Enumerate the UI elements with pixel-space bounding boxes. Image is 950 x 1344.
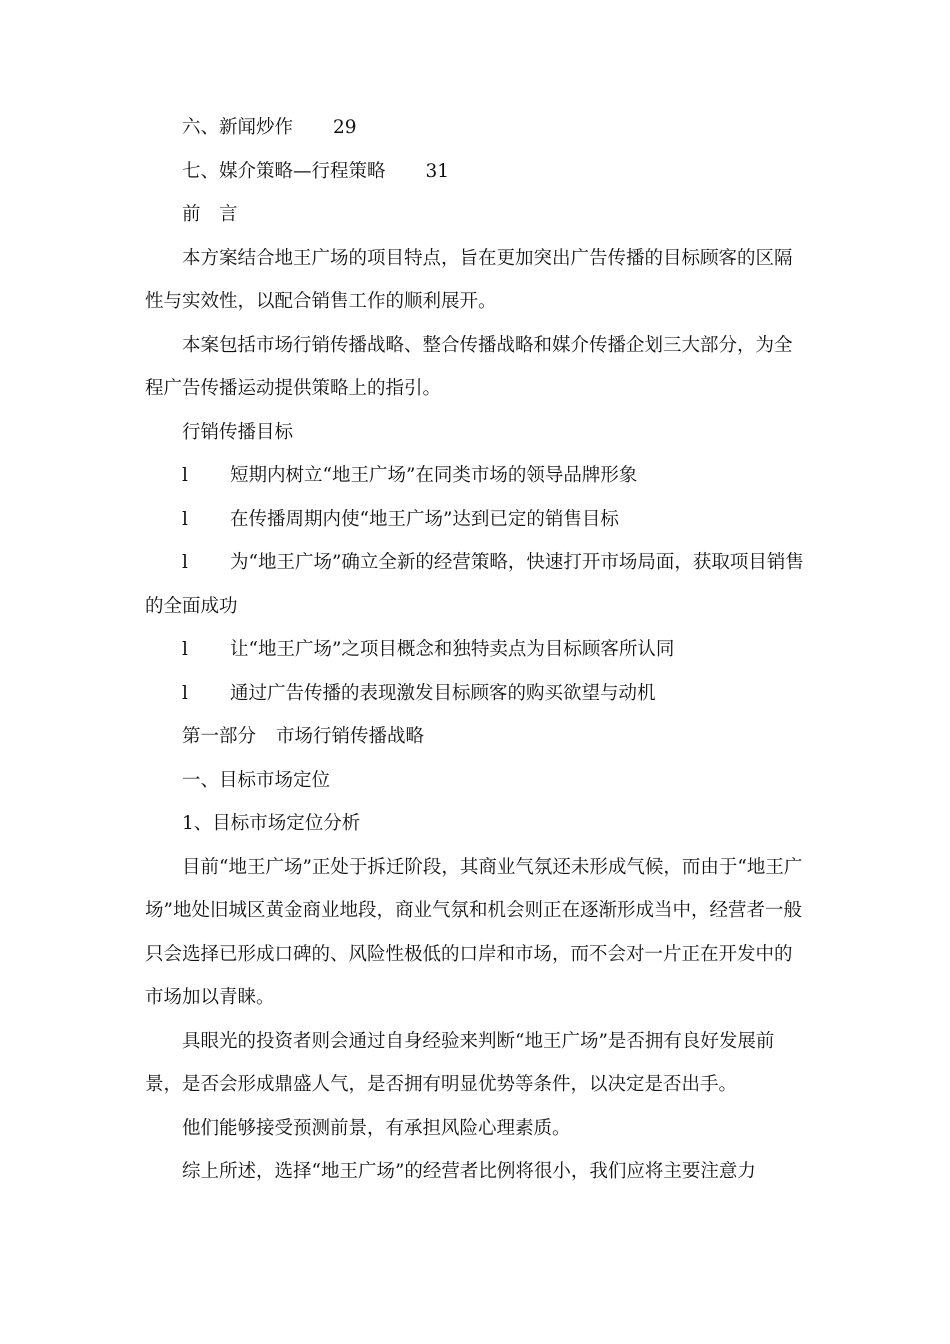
body-paragraph: 综上所述，选择“地王广场”的经营者比例将很小，我们应将主要注意力 xyxy=(182,1161,756,1182)
toc-entry xyxy=(145,106,805,150)
bullet-mark: l xyxy=(182,639,188,660)
goal-text: 在传播周期内使“地王广场”达到已定的销售目标 xyxy=(230,508,619,530)
bullet-mark: l xyxy=(182,682,188,704)
document-page xyxy=(145,106,805,1194)
section-title: 一、目标市场定位 xyxy=(182,769,331,791)
body-paragraph: 他们能够接受预测前景，有承担风险心理素质。 xyxy=(182,1117,571,1139)
goal-text: 让“地王广场”之项目概念和独特卖点为目标顾客所认同 xyxy=(230,639,675,660)
preface-paragraph: 本案包括市场行销传播战略、整合传播战略和媒介传播企划三大部分，为全程广告传播运动提供策略上的指引。 xyxy=(145,334,793,399)
subsection-title: 1、目标市场定位分析 xyxy=(182,813,361,834)
goal-text: 短期内树立“地王广场”在同类市场的领导品牌形象 xyxy=(230,465,638,486)
toc-page-number: 31 xyxy=(425,160,450,182)
goal-item xyxy=(145,454,805,498)
bullet-mark: l xyxy=(182,552,188,573)
toc-entry xyxy=(145,150,805,194)
part-label: 第一部分 xyxy=(182,726,257,747)
body-paragraph: 具眼光的投资者则会通过自身经验来判断“地王广场”是否拥有良好发展前景，是否会形成鼎盛人气，是否拥有明显优势等条件，以决定是否出手。 xyxy=(145,1030,775,1095)
goal-item xyxy=(145,672,805,716)
goals-title: 行销传播目标 xyxy=(182,421,294,443)
bullet-mark: l xyxy=(182,508,188,530)
toc-label: 七、媒介策略—行程策略 xyxy=(182,160,386,182)
toc-label: 六、新闻炒作 xyxy=(182,117,294,138)
body-paragraph: 目前“地王广场”正处于拆迁阶段，其商业气氛还未形成气候，而由于“地王广场”地处旧城区黄金商业地段，商业气氛和机会则正在逐渐形成当中，经营者一般只会选择已形成口碑的、风险性极低的口岸和市场，而不会对一片正在开发中的市场加以青睐。 xyxy=(145,856,803,1008)
goal-item xyxy=(145,498,805,542)
preface-paragraph: 本方案结合地王广场的项目特点，旨在更加突出广告传播的目标顾客的区隔性与实效性，以配合销售工作的顺利展开。 xyxy=(145,247,793,312)
goal-item xyxy=(145,541,805,628)
toc-page-number: 29 xyxy=(333,117,357,138)
goal-text: 为“地王广场”确立全新的经营策略，快速打开市场局面，获取项目销售的全面成功 xyxy=(145,552,804,617)
part-heading xyxy=(145,715,805,759)
part-title: 市场行销传播战略 xyxy=(276,726,425,747)
preface-title: 前 言 xyxy=(182,204,238,225)
goal-item xyxy=(145,628,805,672)
goal-text: 通过广告传播的表现激发目标顾客的购买欲望与动机 xyxy=(230,682,656,704)
bullet-mark: l xyxy=(182,465,188,486)
